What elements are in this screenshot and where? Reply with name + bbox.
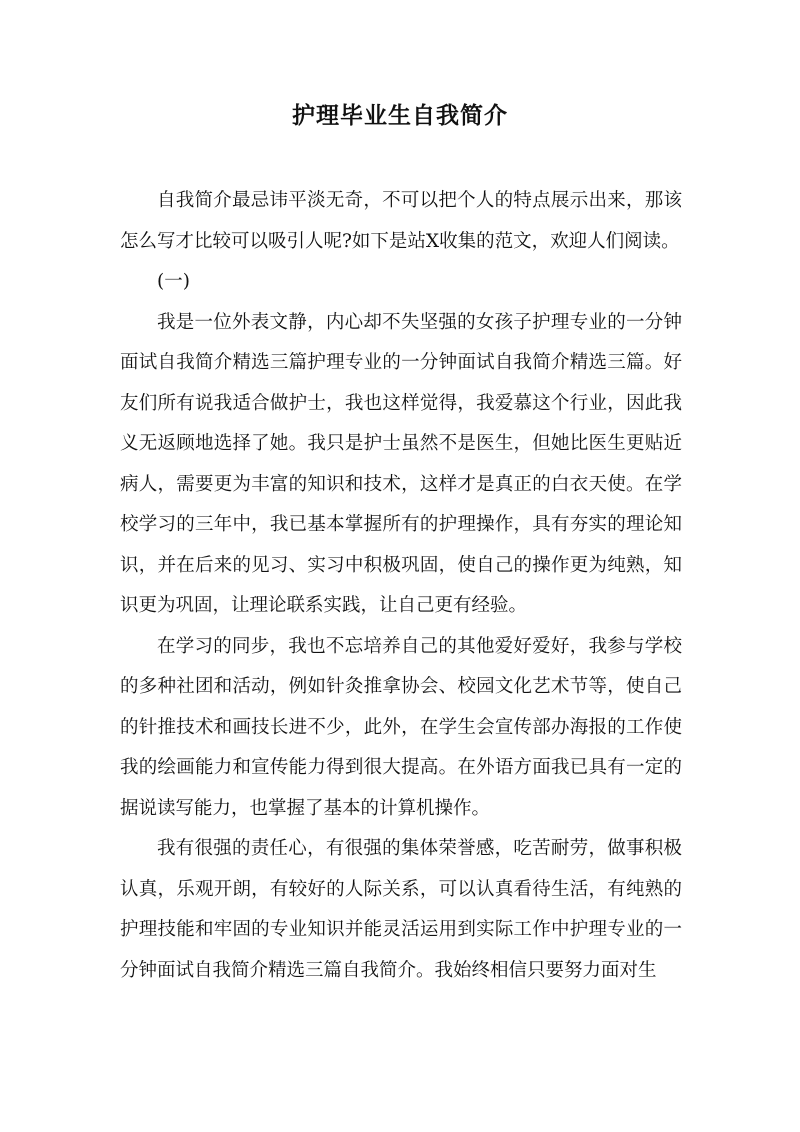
paragraph-hobbies: 在学习的同步，我也不忘培养自己的其他爱好爱好，我参与学校的多种社团和活动，例如针灸推拿协会、校园文化艺术节等，使自己的针推技术和画技长进不少，此外，在学生会宣传部办海报的工作使我的绘画能力和宣传能力得到很大提高。在外语方面我已具有一定的据说读写能力，也掌握了基本的计算机操作。	[120, 635, 682, 819]
paragraph-character: 我有很强的责任心，有很强的集体荣誉感，吃苦耐劳，做事积极认真，乐观开朗，有较好的人际关系，可以认真看待生活，有纯熟的护理技能和牢固的专业知识并能灵活运用到实际工作中护理专业的一分钟面试自我简介精选三篇自我简介。我始终相信只要努力面对生	[120, 838, 682, 981]
section-marker: (一)	[157, 271, 190, 292]
document-body	[120, 181, 682, 991]
document-title: 护理毕业生自我简介	[292, 102, 508, 129]
paragraph-intro: 自我简介最忌讳平淡无奇，不可以把个人的特点展示出来，那该怎么写才比较可以吸引人呢?如下是站X收集的范文，欢迎人们阅读。	[120, 190, 682, 252]
paragraph-introduction: 我是一位外表文静，内心却不失坚强的女孩子护理专业的一分钟面试自我简介精选三篇护理专业的一分钟面试自我简介精选三篇。好友们所有说我适合做护士，我也这样觉得，我爱慕这个行业，因此我义无返顾地选择了她。我只是护士虽然不是医生，但她比医生更贴近病人，需要更为丰富的知识和技术，这样才是真正的白衣天使。在学校学习的三年中，我已基本掌握所有的护理操作，具有夯实的理论知识，并在后来的见习、实习中积极巩固，使自己的操作更为纯熟，知识更为巩固，让理论联系实践，让自己更有经验。	[120, 311, 682, 616]
